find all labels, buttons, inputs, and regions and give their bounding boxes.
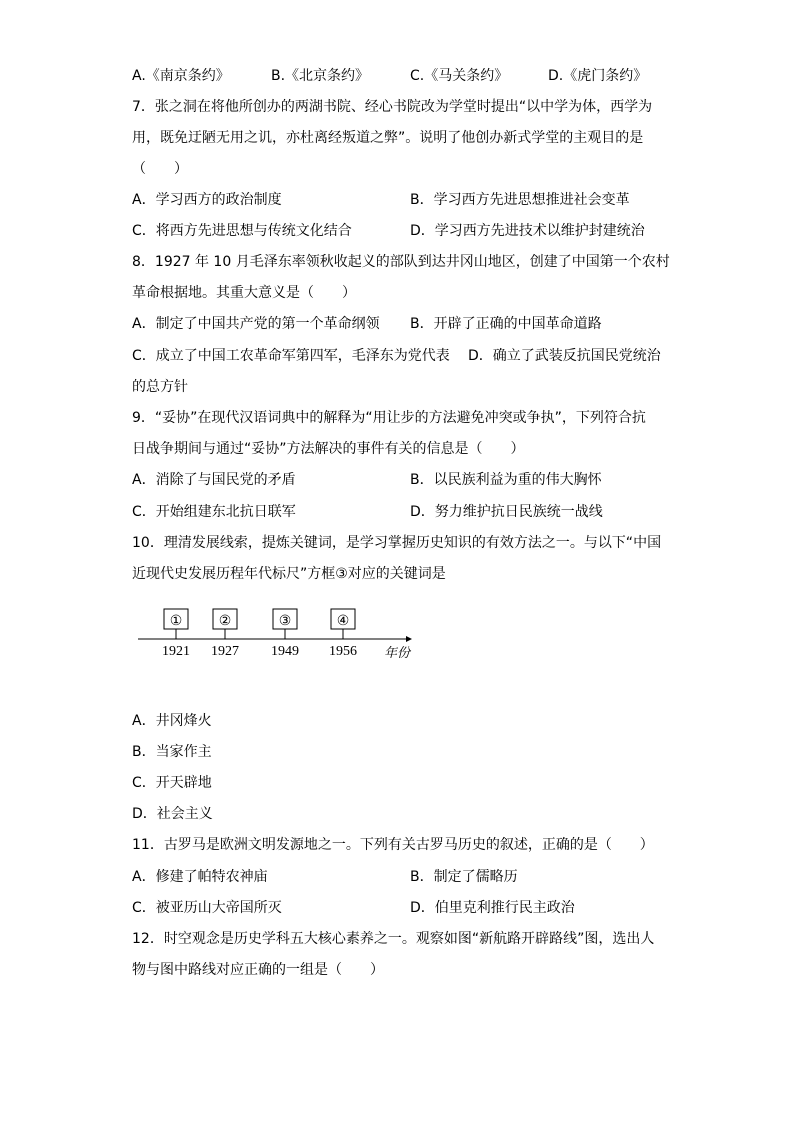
- q8-option-d: D．确立了武装反抗国民党统治: [468, 348, 661, 364]
- q11-option-a: A．修建了帕特农神庙: [132, 869, 268, 885]
- timeline-year-4: 1956: [329, 644, 357, 659]
- q7-option-c: C．将西方先进思想与传统文化结合: [132, 223, 352, 239]
- q12-stem-line2: 物与图中路线对应正确的一组是（ ）: [132, 962, 384, 978]
- timeline-label-3: ③: [278, 613, 292, 629]
- timeline-marker-2: [211, 609, 239, 659]
- q9-option-a: A．消除了与国民党的矛盾: [132, 472, 296, 488]
- q7-option-d: D．学习西方先进技术以维护封建统治: [410, 223, 645, 239]
- q6-option-d: D.《虎门条约》: [548, 68, 648, 84]
- timeline-arrow-icon: [406, 636, 412, 642]
- q6-option-c: C.《马关条约》: [410, 68, 509, 84]
- timeline-year-2: 1927: [211, 644, 239, 659]
- q10-option-c: C．开天辟地: [132, 775, 212, 791]
- q10-option-d: D．社会主义: [132, 806, 213, 822]
- q8-option-b: B．开辟了正确的中国革命道路: [410, 316, 602, 332]
- q10-timeline-figure: [130, 606, 420, 666]
- q11-option-c: C．被亚历山大帝国所灭: [132, 900, 282, 916]
- q7-option-a: A．学习西方的政治制度: [132, 192, 282, 208]
- q10-option-b: B．当家作主: [132, 744, 212, 760]
- q7-option-b: B．学习西方先进思想推进社会变革: [410, 192, 630, 208]
- q6-option-a: A.《南京条约》: [132, 68, 230, 84]
- q11-stem-line1: 11．古罗马是欧洲文明发源地之一。下列有关古罗马历史的叙述，正确的是（ ）: [132, 837, 654, 853]
- timeline-year-1: 1921: [162, 644, 190, 659]
- timeline-label-1: ①: [169, 613, 183, 629]
- q11-option-d: D．伯里克利推行民主政治: [410, 900, 575, 916]
- timeline-svg: [130, 606, 420, 666]
- timeline-label-2: ②: [218, 613, 232, 629]
- q9-stem-line1: 9．“妥协”在现代汉语词典中的解释为“用让步的方法避免冲突或争执”，下列符合抗: [132, 410, 646, 426]
- timeline-year-3: 1949: [271, 644, 299, 659]
- q9-option-d: D．努力维护抗日民族统一战线: [410, 504, 603, 520]
- q7-stem-line2: 用，既免迂陋无用之讥，亦杜离经叛道之弊”。说明了他创办新式学堂的主观目的是: [132, 130, 644, 146]
- q11-option-b: B．制定了儒略历: [410, 869, 518, 885]
- timeline-unit-label: 年份: [384, 646, 411, 661]
- q10-option-a: A．井冈烽火: [132, 713, 212, 729]
- timeline-marker-4: [329, 609, 357, 659]
- timeline-label-4: ④: [336, 613, 350, 629]
- q12-stem-line1: 12．时空观念是历史学科五大核心素养之一。观察如图“新航路开辟路线”图，选出人: [132, 931, 655, 947]
- q8-option-c: C．成立了中国工农革命军第四军，毛泽东为党代表: [132, 348, 450, 364]
- q8-stem-line2: 革命根据地。其重大意义是（ ）: [132, 285, 356, 301]
- q8-option-d-continued: 的总方针: [132, 379, 188, 395]
- q9-option-c: C．开始组建东北抗日联军: [132, 504, 296, 520]
- timeline-marker-1: [162, 609, 190, 659]
- timeline-marker-3: [271, 609, 299, 659]
- q7-answer-blank: （ ）: [132, 161, 188, 177]
- q7-stem-line1: 7．张之洞在将他所创办的两湖书院、经心书院改为学堂时提出“以中学为体，西学为: [132, 99, 653, 115]
- q10-stem-line1: 10．理清发展线索，提炼关键词，是学习掌握历史知识的有效方法之一。与以下“中国: [132, 535, 662, 551]
- q10-stem-line2: 近现代史发展历程年代标尺”方框③对应的关键词是: [132, 566, 446, 582]
- q8-option-a: A．制定了中国共产党的第一个革命纲领: [132, 316, 380, 332]
- q9-option-b: B．以民族利益为重的伟大胸怀: [410, 472, 602, 488]
- q9-stem-line2: 日战争期间与通过“妥协”方法解决的事件有关的信息是（ ）: [132, 441, 525, 457]
- q6-option-b: B.《北京条约》: [271, 68, 370, 84]
- q8-stem-line1: 8．1927 年 10 月毛泽东率领秋收起义的部队到达井冈山地区，创建了中国第一个农村: [132, 254, 670, 270]
